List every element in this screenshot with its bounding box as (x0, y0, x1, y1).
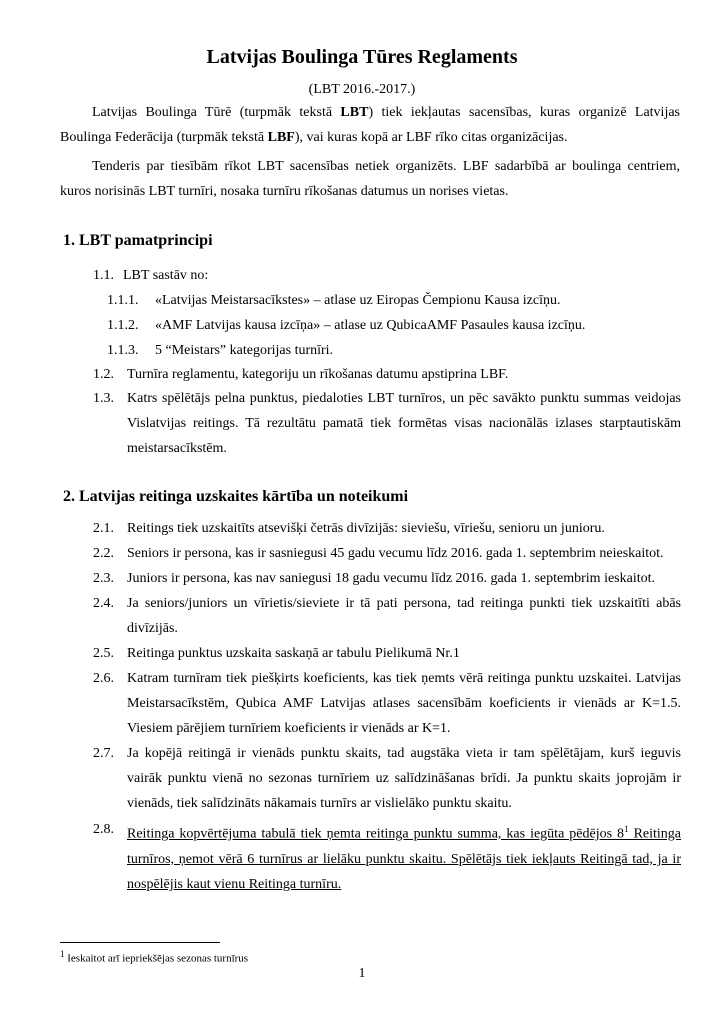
item-text-part: Reitinga turnīros, ņemot vērā 6 turnīrus ar lielāku punktu skaitu. Spēlētājs tiek iekļauts Reitingā tad, ja ir nospēlējis kaut vienu Reitinga turnīru. (127, 826, 681, 892)
item-text: Katram turnīram tiek piešķirts koeficients, kas tiek ņemts vērā reitinga punktu uzskaitei. Latvijas Meistarsacīkstēm, Qubica AMF Latvijas atlases sacensībām koeficients ir vienāds ar K=1.5. Viesiem pārējiem turnīriem koeficients ir vienāds ar K=1. (127, 671, 681, 736)
list-item (93, 362, 681, 387)
item-number: 1.1.3. (107, 343, 139, 358)
page-number: 1 (358, 966, 366, 981)
item-number: 1.1.1. (107, 293, 139, 308)
list-item (93, 741, 681, 816)
item-text: «Latvijas Meistarsacīkstes» – atlase uz Eiropas Čempionu Kausa izcīņu. (155, 293, 561, 308)
document-title: Latvijas Boulinga Tūres Reglaments (206, 46, 518, 68)
item-number: 2.3. (93, 571, 114, 586)
footnote-ref: 1 (624, 824, 629, 834)
footnote-text: Ieskaitot arī iepriekšējas sezonas turnīrus (64, 952, 249, 965)
item-text-underlined (93, 817, 681, 897)
list-item (93, 516, 681, 541)
section-1-heading: 1. LBT pamatprincipi (63, 232, 213, 249)
lbf-abbr: LBF (267, 130, 295, 145)
item-number: 2.8. (93, 822, 114, 837)
item-number: 2.5. (93, 646, 114, 661)
list-item (107, 288, 681, 313)
item-text: Katrs spēlētājs pelna punktus, piedaloties LBT turnīros, un pēc savākto punktu summas veidojas Vislatvijas reitings. Tā rezultātu pamatā tiek formētas visas nacionālās izlases starptautiskām meistarsacīkstēm. (127, 391, 681, 456)
item-text: Turnīra reglamentu, kategoriju un rīkošanas datumu apstiprina LBF. (127, 367, 509, 382)
list-item (93, 591, 681, 641)
item-number: 2.6. (93, 671, 114, 686)
item-number: 1.1. (93, 268, 114, 283)
intro-text: ) tiek iekļautas sacensības, kuras organizē Latvijas Boulinga Federācija (turpmāk tekstā (60, 105, 681, 145)
footnote-mark: 1 (60, 949, 65, 959)
footnote (60, 949, 248, 965)
item-number: 2.4. (93, 596, 114, 611)
item-text: «AMF Latvijas kausa izcīņa» – atlase uz QubicaAMF Pasaules kausa izcīņu. (155, 318, 586, 333)
lbt-abbr: LBT (340, 105, 369, 120)
footnote-divider (60, 942, 220, 943)
document-subtitle: (LBT 2016.-2017.) (308, 82, 416, 97)
intro-text: ), vai kuras kopā ar LBF rīko citas organizācijas. (294, 130, 568, 145)
item-text: Reitings tiek uzskaitīts atsevišķi četrās divīzijās: sieviešu, vīriešu, senioru un junioru. (127, 521, 605, 536)
item-number: 1.3. (93, 391, 114, 406)
item-text: 5 “Meistars” kategorijas turnīri. (155, 343, 334, 358)
item-text: Ja kopējā reitingā ir vienāds punktu skaits, tad augstāka vieta ir tam spēlētājam, kurš ieguvis vairāk punktu vienā no sezonas turnīriem uz salīdzināšanas brīdi. Ja punktu skaits joprojām ir vienāds, tiek salīdzināts nākamais turnīrs ar vislielāko punktu skaitu. (127, 746, 681, 811)
item-number: 2.2. (93, 546, 114, 561)
item-number: 2.7. (93, 746, 114, 761)
intro-paragraph-2: Tenderis par tiesībām rīkot LBT sacensības netiek organizēts. LBF sadarbībā ar boulinga centriem, kuros norisinās LBT turnīri, nosaka turnīru rīkošanas datumus un norises vietas. (60, 159, 680, 199)
item-text: Juniors ir persona, kas nav saniegusi 18 gadu vecumu līdz 2016. gada 1. septembrim ieskaitot. (127, 571, 656, 586)
list-item (93, 666, 681, 741)
list-item (93, 263, 681, 288)
item-number: 1.1.2. (107, 318, 139, 333)
list-item (93, 386, 681, 461)
intro-text: Latvijas Boulinga Tūrē (turpmāk tekstā (92, 105, 341, 120)
item-text-part: Reitinga kopvērtējuma tabulā tiek ņemta reitinga punktu summa, kas iegūta pēdējos 8 (127, 826, 625, 842)
item-number: 2.1. (93, 521, 114, 536)
section-2-heading: 2. Latvijas reitinga uzskaites kārtība un noteikumi (63, 488, 409, 505)
item-text: LBT sastāv no: (123, 268, 209, 283)
list-item (93, 541, 681, 566)
item-number: 1.2. (93, 367, 114, 382)
list-item (93, 566, 681, 591)
item-text: Ja seniors/juniors un vīrietis/sieviete ir tā pati persona, tad reitinga punkti tiek uzskaitīti abās divīzijās. (127, 596, 681, 636)
list-item (93, 817, 681, 897)
list-item (93, 641, 681, 666)
intro-paragraph-1 (60, 100, 680, 150)
item-text: Reitinga punktus uzskaita saskaņā ar tabulu Pielikumā Nr.1 (127, 646, 460, 661)
list-item (107, 338, 681, 363)
item-text: Seniors ir persona, kas ir sasniegusi 45 gadu vecumu līdz 2016. gada 1. septembrim neieskaitot. (127, 546, 664, 561)
list-item (107, 313, 681, 338)
